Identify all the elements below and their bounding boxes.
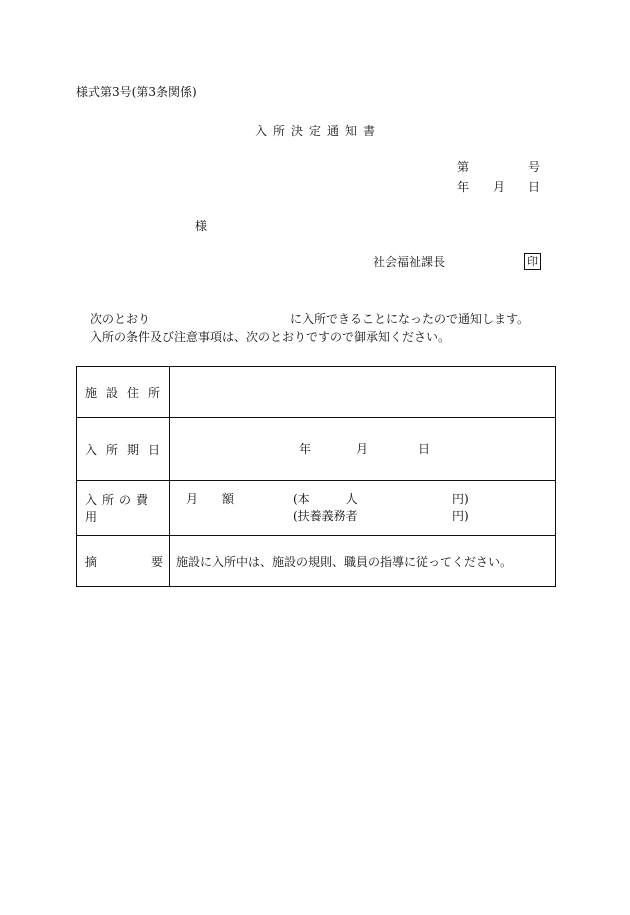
period-label-cell — [77, 418, 170, 481]
addressee-honorific: 様 — [195, 219, 208, 233]
cost-supporter-yen: 円) — [452, 509, 469, 523]
table-row-summary — [77, 536, 556, 587]
number-suffix: 号 — [528, 160, 541, 174]
body-line1-end: に入所できることになったので通知します。 — [290, 312, 530, 326]
number-prefix: 第 — [457, 160, 470, 174]
seal-stamp: 印 — [524, 253, 541, 270]
summary-label-cell — [77, 536, 170, 587]
body-line2: 入所の条件及び注意事項は、次のとおりですので御承知ください。 — [90, 330, 451, 344]
cost-supporter-label: (扶養義務者 — [293, 509, 358, 523]
sender-title: 社会福祉課長 — [373, 255, 446, 269]
table-row-address — [77, 367, 556, 418]
cost-value-cell — [170, 481, 556, 536]
document-title: 入所決定通知書 — [254, 124, 381, 138]
cost-monthly-label: 月 額 — [186, 492, 235, 506]
period-label: 入所期日 — [85, 442, 170, 457]
summary-label-part1: 摘 — [85, 554, 98, 569]
date-month: 月 — [493, 180, 506, 194]
address-label-cell — [77, 367, 170, 418]
summary-label — [85, 553, 169, 570]
address-value-cell — [170, 367, 556, 418]
summary-label-part2: 要 — [150, 554, 163, 569]
body-line1-start: 次のとおり — [90, 312, 151, 326]
cost-label: 入所の費用 — [85, 493, 154, 524]
date-year: 年 — [457, 180, 470, 194]
table-row-period — [77, 418, 556, 481]
table-row-cost — [77, 481, 556, 536]
form-number-label: 様式第3号(第3条関係) — [76, 85, 197, 99]
cost-self-yen: 円) — [452, 492, 469, 506]
date-day: 日 — [528, 180, 541, 194]
address-label: 施設住所 — [85, 385, 170, 400]
cost-label-cell — [77, 481, 170, 536]
cost-self-label: (本 人 — [293, 492, 358, 506]
admission-info-table — [76, 366, 556, 587]
summary-value-cell — [170, 536, 556, 587]
period-value-cell — [170, 418, 556, 481]
summary-text: 施設に入所中は、施設の規則、職員の指導に従ってください。 — [176, 554, 513, 569]
period-day: 日 — [418, 442, 431, 456]
period-month: 月 — [356, 442, 369, 456]
period-year: 年 — [299, 442, 312, 456]
